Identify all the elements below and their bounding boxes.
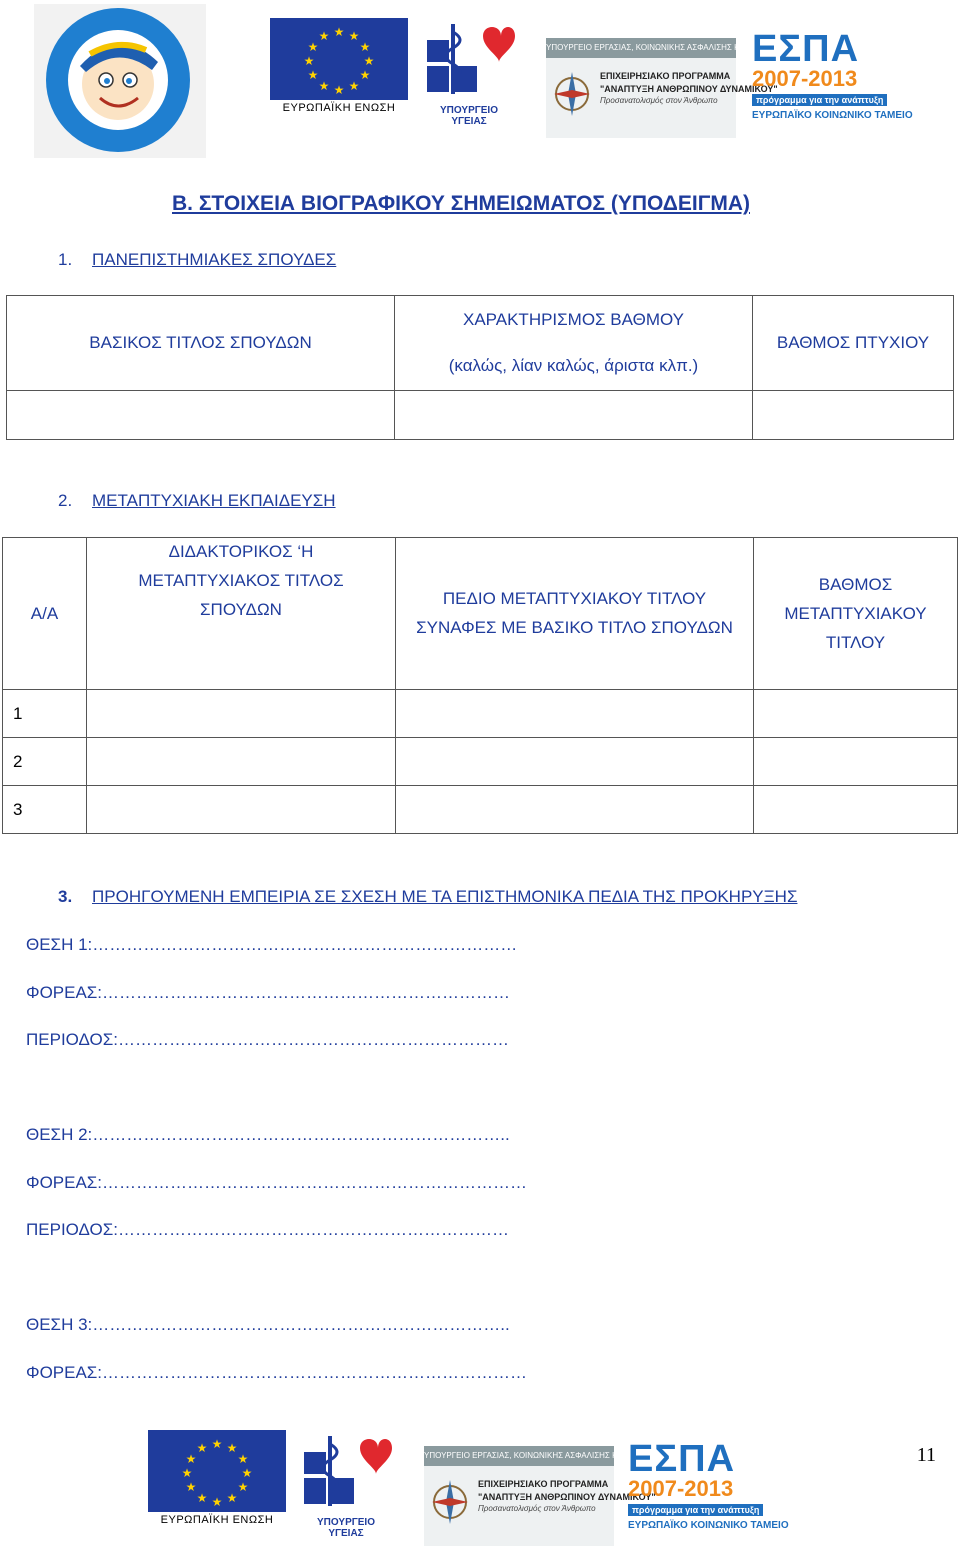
field-period-1[interactable]: ΠΕΡΙΟΔΟΣ:…………………………………………………………… [26,1030,509,1049]
espa-tagline: πρόγραμμα για την ανάπτυξη [752,94,887,106]
row-number: 3 [3,786,87,834]
input-degree-grade[interactable] [753,391,954,440]
document-title: Β. ΣΤΟΙΧΕΙΑ ΒΙΟΓΡΑΦΙΚΟΥ ΣΗΜΕΙΩΜΑΤΟΣ (ΥΠΟΔΕΙΓΜΑ) [172,192,750,215]
footer-ministry-of-health-logo [300,1430,392,1539]
col-grade-characterization [395,296,753,391]
op-header-text: ΥΠΟΥΡΓΕΙΟ ΕΡΓΑΣΙΑΣ, ΚΟΙΝΩΝΙΚΗΣ ΑΣΦΑΛΙΣΗΣ ΚΑΙ ΠΡΟΝΟΙΑΣ [546,38,736,58]
table-row [3,786,958,834]
col-grade-line1: ΧΑΡΑΚΤΗΡΙΣΜΟΣ ΒΑΘΜΟΥ [463,310,684,329]
op-line-3: Προσανατολισμός στον Άνθρωπο [478,1504,596,1513]
section-1-heading [58,250,336,270]
svg-text:★: ★ [211,1495,223,1509]
col-aa: Α/Α [3,538,87,690]
svg-text:★: ★ [318,29,330,43]
col-postgrad-title-line2: ΜΕΤΑΠΤΥΧΙΑΚΟΣ ΤΙΤΛΟΣ [138,571,344,590]
svg-text:★: ★ [307,40,319,54]
input-grade-characterization[interactable] [395,391,753,440]
input-cell[interactable] [754,738,958,786]
svg-text:★: ★ [211,1437,223,1451]
svg-text:★: ★ [333,83,345,97]
caduceus-heart-icon [300,1430,392,1510]
svg-text:★: ★ [363,54,375,68]
col-postgrad-field [396,538,754,690]
op-line-1: ΕΠΙΧΕΙΡΗΣΙΑΚΟ ΠΡΟΓΡΑΜΜΑ [600,71,731,81]
section-2-heading [58,491,336,511]
col-postgrad-title [87,538,396,690]
col-postgrad-title-line1: ΔΙΔΑΚΤΟΡΙΚΟΣ ‘Η [168,542,314,561]
section-2-label: ΜΕΤΑΠΤΥΧΙΑΚΗ ΕΚΠΑΙΔΕΥΣΗ [92,491,336,510]
espa-title: ΕΣΠΑ [752,28,860,70]
svg-text:★: ★ [241,1466,253,1480]
svg-text:★: ★ [196,1441,208,1455]
input-cell[interactable] [754,786,958,834]
svg-text:★: ★ [359,40,371,54]
svg-text:★: ★ [307,68,319,82]
input-cell[interactable] [87,690,396,738]
input-cell[interactable] [87,738,396,786]
input-cell[interactable] [754,690,958,738]
svg-text:★: ★ [348,29,360,43]
col-grade-line2: (καλώς, λίαν καλώς, άριστα κλπ.) [448,356,699,375]
espa-logo [752,28,913,121]
op-header-text: ΥΠΟΥΡΓΕΙΟ ΕΡΓΑΣΙΑΣ, ΚΟΙΝΩΝΙΚΗΣ ΑΣΦΑΛΙΣΗΣ ΚΑΙ ΠΡΟΝΟΙΑΣ [424,1446,614,1466]
university-studies-table [6,295,954,440]
svg-text:★: ★ [318,79,330,93]
col-postgrad-grade [754,538,958,690]
espa-years: 2007-2013 [628,1476,734,1501]
input-cell[interactable] [87,786,396,834]
smile-of-the-child-logo [34,4,206,158]
postgraduate-table [2,537,958,834]
ministry-caption: ΥΠΟΥΡΓΕΙΟ ΥΓΕΙΑΣ [440,105,498,127]
svg-text:★: ★ [348,79,360,93]
eu-caption: ΕΥΡΩΠΑΪΚΗ ΕΝΩΣΗ [282,102,396,114]
col-postgrad-field-line2: ΣΥΝΑΦΕΣ ΜΕ ΒΑΣΙΚΟ ΤΙΤΛΟ ΣΠΟΥΔΩΝ [416,618,733,637]
footer-operational-program-logo [424,1446,670,1546]
footer-eu-logo [148,1430,286,1526]
col-degree-grade: ΒΑΘΜΟΣ ΠΤΥΧΙΟΥ [753,296,954,391]
svg-text:★: ★ [185,1480,197,1494]
op-line-2: "ΑΝΑΠΤΥΞΗ ΑΝΘΡΩΠΙΝΟΥ ΔΥΝΑΜΙΚΟΥ" [478,1492,656,1502]
table-row [3,738,958,786]
svg-text:★: ★ [226,1441,238,1455]
svg-text:★: ★ [333,25,345,39]
row-number: 1 [3,690,87,738]
section-3-label: ΠΡΟΗΓΟΥΜΕΝΗ ΕΜΠΕΙΡΙΑ ΣΕ ΣΧΕΣΗ ΜΕ ΤΑ ΕΠΙΣΤΗΜΟΝΙΚΑ ΠΕΔΙΑ ΤΗΣ ΠΡΟΚΗΡΥΞΗΣ [92,887,798,906]
section-3-heading [58,887,797,907]
ministry-of-health-logo [423,18,515,127]
input-basic-title[interactable] [7,391,395,440]
section-1-label: ΠΑΝΕΠΙΣΤΗΜΙΑΚΕΣ ΣΠΟΥΔΕΣ [92,250,337,269]
col-postgrad-grade-line1: ΒΑΘΜΟΣ [818,574,893,594]
section-2-number: 2. [58,491,73,510]
input-cell[interactable] [396,690,754,738]
col-basic-title: ΒΑΣΙΚΟΣ ΤΙΤΛΟΣ ΣΠΟΥΔΩΝ [7,296,395,391]
ministry-caption: ΥΠΟΥΡΓΕΙΟ ΥΓΕΙΑΣ [317,1517,375,1539]
row-number: 2 [3,738,87,786]
op-line-3: Προσανατολισμός στον Άνθρωπο [600,96,718,105]
svg-text:★: ★ [181,1466,193,1480]
page-number: 11 [916,1444,936,1466]
footer-espa-logo [628,1438,789,1531]
col-postgrad-field-line1: ΠΕΔΙΟ ΜΕΤΑΠΤΥΧΙΑΚΟΥ ΤΙΤΛΟΥ [442,589,707,608]
svg-text:★: ★ [237,1480,249,1494]
svg-text:★: ★ [237,1452,249,1466]
input-cell[interactable] [396,738,754,786]
espa-title: ΕΣΠΑ [628,1438,736,1480]
col-postgrad-grade-line2: ΜΕΤΑΠΤΥΧΙΑΚΟΥ [784,603,927,623]
espa-tagline: πρόγραμμα για την ανάπτυξη [628,1504,763,1516]
col-postgrad-grade-line3: ΤΙΤΛΟΥ [825,632,886,652]
eu-flag-icon [148,1430,286,1512]
field-position-1[interactable]: ΘΕΣΗ 1:………………………………………………………………… [26,935,518,954]
svg-text:★: ★ [196,1491,208,1505]
op-line-1: ΕΠΙΧΕΙΡΗΣΙΑΚΟ ΠΡΟΓΡΑΜΜΑ [478,1479,609,1489]
op-line-2: "ΑΝΑΠΤΥΞΗ ΑΝΘΡΩΠΙΝΟΥ ΔΥΝΑΜΙΚΟΥ" [600,84,778,94]
operational-program-logo [546,38,792,138]
field-organization-1[interactable]: ΦΟΡΕΑΣ:……………………………………………………………… [26,983,511,1002]
svg-text:★: ★ [359,68,371,82]
field-position-3[interactable]: ΘΕΣΗ 3:……………………………………………………………….. [26,1315,510,1334]
col-postgrad-title-line3: ΣΠΟΥΔΩΝ [200,600,282,619]
caduceus-heart-icon [423,18,515,98]
svg-text:★: ★ [185,1452,197,1466]
espa-years: 2007-2013 [752,66,858,91]
eu-caption: ΕΥΡΩΠΑΪΚΗ ΕΝΩΣΗ [160,1514,274,1526]
section-3-number: 3. [58,887,73,906]
input-cell[interactable] [396,786,754,834]
compass-icon [430,1474,470,1530]
field-organization-3[interactable]: ΦΟΡΕΑΣ:………………………………………………………………… [26,1363,528,1382]
espa-caption: ΕΥΡΩΠΑΪΚΟ ΚΟΙΝΩΝΙΚΟ ΤΑΜΕΙΟ [628,1520,789,1531]
svg-text:★: ★ [226,1491,238,1505]
compass-icon [552,66,592,122]
field-position-2[interactable]: ΘΕΣΗ 2:……………………………………………………………….. [26,1125,510,1144]
eu-flag-icon [270,18,408,100]
field-period-2[interactable]: ΠΕΡΙΟΔΟΣ:…………………………………………………………… [26,1220,509,1239]
espa-caption: ΕΥΡΩΠΑΪΚΟ ΚΟΙΝΩΝΙΚΟ ΤΑΜΕΙΟ [752,110,913,121]
field-organization-2[interactable]: ΦΟΡΕΑΣ:………………………………………………………………… [26,1173,528,1192]
eu-logo [270,18,408,114]
table-row [3,690,958,738]
svg-text:★: ★ [303,54,315,68]
section-1-number: 1. [58,250,73,269]
